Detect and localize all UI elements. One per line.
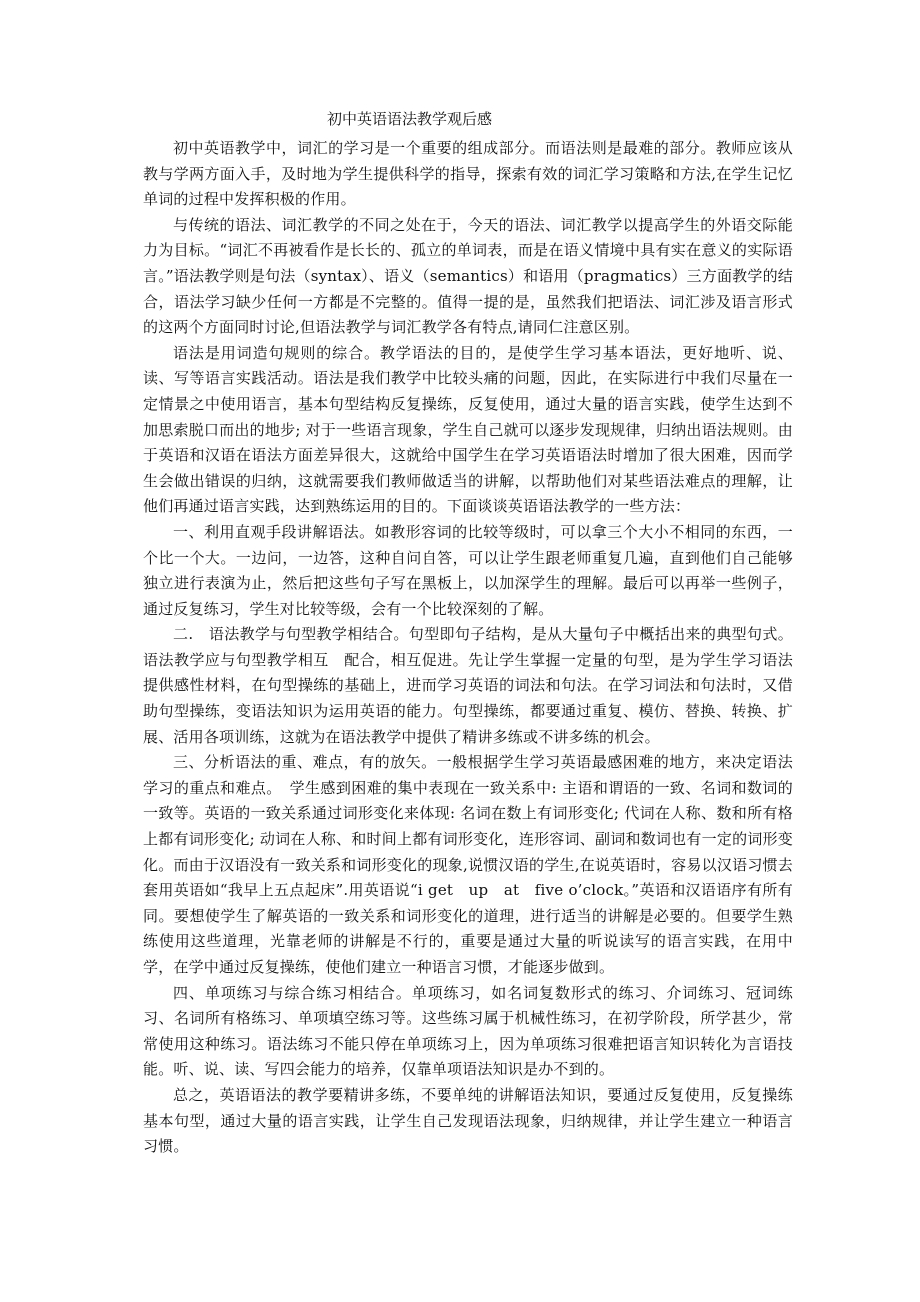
paragraph-method-3: 三、分析语法的重、难点，有的放矢。一般根据学生学习英语最感困难的地方，来决定语法学习的重点和难点。 学生感到困难的集中表现在一致关系中: 主语和谓语的一致、名词和数词的一致等。英语的一致关系通过词形变化来体现: 名词在数上有词形变化; 代词在人称、数和所有格上都有词形变化; 动词在人称、和时间上都有词形变化，连形容词、副词和数词也有一定的词形变化。而由于汉语没有一致关系和词形变化的现象,说惯汉语的学生,在说英语时，容易以汉语习惯去套用英语如“我早上五点起床”.用英语说“i get up at five o’clock。”英语和汉语语序有所有同。要想使学生了解英语的一致关系和词形变化的道理，进行适当的讲解是必要的。但要学生熟练使用这些道理，光靠老师的讲解是不行的，重要是通过大量的听说读写的语言实践，在用中学，在学中通过反复操练，使他们建立一种语言习惯，才能逐步做到。 bbox=[143, 753, 793, 976]
paragraph-grammar-purpose: 语法是用词造句规则的综合。教学语法的目的，是使学生学习基本语法，更好地听、说、读、写等语言实践活动。语法是我们教学中比较头痛的问题，因此，在实际进行中我们尽量在一定情景之中使用语言，基本句型结构反复操练，反复使用，通过大量的语言实践，使学生达到不加思索脱口而出的地步; 对于一些语言现象，学生自己就可以逐步发现规律，归纳出语法规则。由于英语和汉语在语法方面差异很大，这就给中国学生在学习英语语法时增加了很大困难，因而学生会做出错误的归纳，这就需要我们教师做适当的讲解，以帮助他们对某些语法难点的理解，让他们再通过语言实践，达到熟练运用的目的。下面谈谈英语语法教学的一些方法： bbox=[143, 343, 793, 516]
paragraph-intro: 初中英语教学中，词汇的学习是一个重要的组成部分。而语法则是最难的部分。教师应该从教与学两方面入手，及时地为学生提供科学的指导，探索有效的词汇学习策略和方法,在学生记忆单词的过程中发挥积极的作用。 bbox=[143, 139, 793, 209]
document-title: 初中英语语法教学观后感 bbox=[327, 110, 493, 128]
paragraph-goals: 与传统的语法、词汇教学的不同之处在于，今天的语法、词汇教学以提高学生的外语交际能力为目标。“词汇不再被看作是长长的、孤立的单词表，而是在语义情境中具有实在意义的实际语言。”语法教学则是句法（syntax）、语义（semantics）和语用（pragmatics）三方面教学的结合，语法学习缺少任何一方都是不完整的。值得一提的是，虽然我们把语法、词汇涉及语言形式的这两个方面同时讨论,但语法教学与词汇教学各有特点,请同仁注意区别。 bbox=[143, 215, 793, 337]
paragraph-method-4: 四、单项练习与综合练习相结合。单项练习，如名词复数形式的练习、介词练习、冠词练习、名词所有格练习、单项填空练习等。这些练习属于机械性练习，在初学阶段，所学甚少，常常使用这种练习。语法练习不能只停在单项练习上，因为单项练习很难把语言知识转化为言语技能。听、说、读、写四会能力的培养，仅靠单项语法知识是办不到的。 bbox=[143, 983, 793, 1079]
document-page bbox=[143, 108, 793, 1160]
paragraph-method-1: 一、利用直观手段讲解语法。如教形容词的比较等级时，可以拿三个大小不相同的东西，一个比一个大。一边问，一边答，这种自问自答，可以让学生跟老师重复几遍，直到他们自己能够独立进行表演为止，然后把这些句子写在黑板上，以加深学生的理解。最后可以再举一些例子，通过反复练习，学生对比较等级，会有一个比较深刻的了解。 bbox=[143, 522, 793, 618]
paragraph-conclusion: 总之，英语语法的教学要精讲多练，不要单纯的讲解语法知识，要通过反复使用，反复操练基本句型，通过大量的语言实践，让学生自己发现语法现象，归纳规律，并让学生建立一种语言习惯。 bbox=[143, 1085, 793, 1156]
paragraph-method-2: 二. 语法教学与句型教学相结合。句型即句子结构，是从大量句子中概括出来的典型句式。语法教学应与句型教学相互 配合，相互促进。先让学生掌握一定量的句型，是为学生学习语法提供感性材料，在句型操练的基础上，进而学习英语的词法和句法。在学习词法和句法时，又借助句型操练，变语法知识为运用英语的能力。句型操练，都要通过重复、模仿、替换、转换、扩展、活用各项训练，这就为在语法教学中提供了精讲多练或不讲多练的机会。 bbox=[143, 625, 793, 746]
